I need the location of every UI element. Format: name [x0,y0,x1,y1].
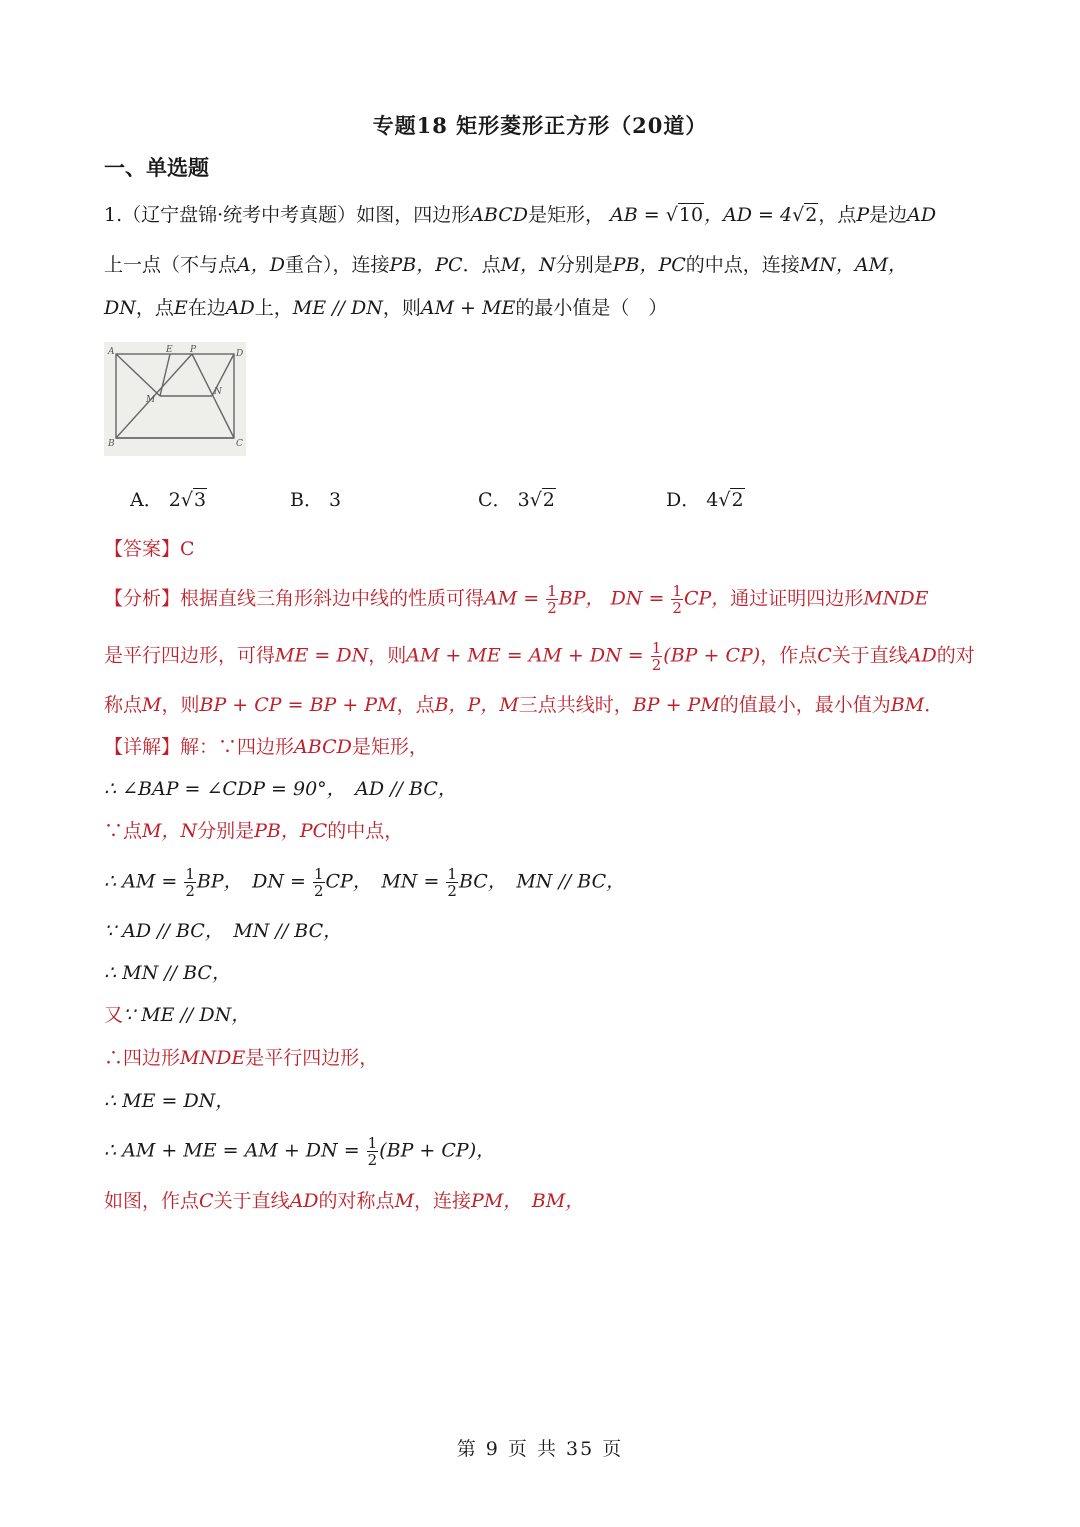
math-me-dn: ∵ ME // DN， [123,1004,251,1026]
math-am: ∴ AM = [104,870,184,893]
segment-am [116,354,160,396]
question-text: 在边 [187,297,226,319]
math-bp-pm: BP + PM [632,694,720,716]
math-mn: CP， MN = [325,870,446,893]
label-a: A [108,347,115,357]
question-text: 是矩形， [528,204,605,226]
math-bp-cp: BP + CP = BP + PM [199,694,397,716]
option-a-value: 2√3 [168,489,207,511]
math-am-me: AM + ME [420,297,516,319]
radicand: 2 [805,204,818,226]
detail-text: 是矩形， [351,736,428,758]
detail-line-2: ∴ ∠BAP = ∠CDP = 90°， AD // BC， [104,778,457,800]
analysis-text: ，则 [161,694,200,716]
answer-label: 【答案】 [104,538,181,560]
sqrt-10: √10 [665,204,704,226]
detail-line-6: ∴ MN // BC， [104,962,231,984]
question-text: ，则 [382,297,421,319]
math-sum: ∴ AM + ME = AM + DN = [104,1139,366,1162]
coefficient: 2 [168,489,181,511]
math-cp: CP， [683,587,731,610]
denominator: 2 [185,882,195,900]
fraction-half [546,583,558,616]
question-text: 是边 [869,204,908,226]
answer-line [104,534,195,564]
math-abcd: ABCD [294,736,352,758]
math-pb-pc: PB，PC [389,254,463,276]
fraction-half [446,866,458,899]
answer-value: C [180,538,195,560]
math-bp-cp: (BP + CP)， [379,1139,496,1162]
math-abcd: ABCD [470,204,529,226]
sqrt-2: √2 [792,204,818,226]
coefficient: 4 [706,489,719,511]
radicand: 2 [731,489,744,511]
detail-text: 的中点， [327,820,404,842]
math-dn: DN [104,297,136,319]
analysis-text: 关于直线 [831,644,908,667]
detail-line-8 [104,1043,378,1073]
option-d [666,485,745,512]
detail-text: ∴四边形 [104,1047,181,1069]
math-pb-pc: PB，PC [254,820,328,842]
analysis-text: 称点 [104,694,143,716]
question-text: 分别是 [555,254,613,276]
analysis-line-2 [104,640,975,673]
analysis-text: ，则 [368,644,407,667]
math-b-p-m: B，P，M [434,694,519,716]
detail-line-5: ∵ AD // BC， MN // BC， [104,920,343,942]
math-ab: AB = [610,204,666,226]
math-me-dn: ME // DN [292,297,383,319]
numerator: 1 [547,582,557,600]
label-m: M [146,395,156,405]
option-letter: A． [130,489,163,511]
fraction-half [184,866,196,899]
detail-line-9: ∴ ME = DN， [104,1090,235,1112]
numerator: 1 [672,582,682,600]
question-source: （辽宁盘锦·统考中考真题） [122,204,357,226]
question-text: ．点 [462,254,501,276]
question-text: 的中点，连接 [685,254,800,276]
label-c: C [236,439,243,449]
denominator: 2 [672,599,682,617]
math-m: M [394,1190,415,1212]
analysis-text: ，作点 [760,644,818,667]
label-p: P [190,345,197,355]
question-text: 如图，四边形 [356,204,471,226]
numerator: 1 [651,639,662,657]
coefficient: 3 [517,489,530,511]
math-me-dn: ME = DN [275,644,369,667]
radicand: 2 [542,489,555,511]
math-am: AM = [484,587,546,610]
radicand: 3 [193,489,207,511]
math-sum: AM + ME = AM + DN = [406,644,650,667]
question-text: 上一点（不与点 [104,254,238,276]
question-text: ，点 [135,297,174,319]
detail-text: ，连接 [414,1190,472,1212]
option-letter: B． [290,489,323,511]
option-b [290,485,341,512]
math-ad: AD [289,1190,319,1212]
math-mnde: MNDE [180,1047,246,1069]
page-title: 专题18 矩形菱形正方形（20道） [372,113,708,138]
fraction-half [651,640,663,673]
analysis-line-1 [104,583,929,616]
detail-line-10 [104,1135,495,1168]
detail-text: 解：∵四边形 [180,736,295,758]
question-text: ，点 [818,204,857,226]
math-dn: DN = [610,587,671,610]
math-c: C [199,1190,214,1212]
option-letter: D． [666,489,701,511]
detail-line-1 [104,732,428,762]
fraction-half [671,583,683,616]
label-e: E [166,345,173,355]
math-bp: BP， [558,587,605,610]
page-footer: 第 9 页 共 35 页 [456,1438,624,1460]
option-b-value: 3 [329,489,342,511]
detail-text: 分别是 [197,820,255,842]
analysis-text: 是平行四边形，可得 [104,644,276,667]
option-c-value: 3√2 [517,489,555,511]
option-d-value: 4√2 [706,489,744,511]
denominator: 2 [447,882,457,900]
question-text: 的最小值是（ ） [515,297,668,319]
math-mnde: MNDE [863,587,929,610]
question-line-1 [104,200,936,230]
fraction-half [313,866,325,899]
question-line-3 [104,293,667,323]
math-mn-am: MN，AM， [799,254,908,276]
section-heading: 一、单选题 [104,155,209,180]
analysis-text: ． [924,694,944,716]
question-text: 重合），连接 [284,254,390,276]
label-d: D [236,349,244,359]
detail-line-7 [104,1000,250,1030]
math-m-n: M，N [500,254,556,276]
math-c: C [817,644,832,667]
math-e: E [173,297,188,319]
detail-text: 关于直线 [213,1190,290,1212]
analysis-text: 的对 [936,644,975,667]
detail-text: ∵点 [104,820,143,842]
math-pm-bm: PM， BM， [471,1190,585,1212]
analysis-text: 通过证明四边形 [730,587,864,610]
fraction-half [367,1135,379,1168]
detail-line-11 [104,1186,584,1216]
numerator: 1 [185,865,195,883]
detail-line-4 [104,866,625,899]
denominator: 2 [313,882,324,900]
math-bp-cp: (BP + CP) [663,644,761,667]
numerator: 1 [313,865,324,883]
option-a [130,485,207,512]
math-ad: AD [907,204,937,226]
analysis-text: 三点共线时， [518,694,633,716]
radicand: 10 [678,204,704,226]
analysis-text: ，点 [396,694,435,716]
math-ad: AD [907,644,937,667]
analysis-text: 的值最小，最小值为 [719,694,891,716]
math-a-d: A，D [237,254,285,276]
detail-label: 【详解】 [104,736,181,758]
option-c [478,485,556,512]
math-pb-pc: PB，PC [612,254,686,276]
label-n: N [214,387,222,397]
analysis-label: 【分析】 [104,587,181,610]
math-bc: BC， MN // BC， [458,870,626,893]
detail-text: 如图，作点 [104,1190,200,1212]
figure-svg [104,342,246,456]
math-m: M [142,694,162,716]
question-text: 上， [254,297,293,319]
question-line-2 [104,250,907,280]
math-ad: ，AD = 4 [704,204,793,226]
analysis-text: 根据直线三角形斜边中线的性质可得 [180,587,485,610]
denominator: 2 [547,599,557,617]
detail-text: 又 [104,1004,124,1026]
option-letter: C． [478,489,512,511]
math-p: P [856,204,870,226]
detail-text: 的对称点 [318,1190,395,1212]
segment-me [160,354,170,396]
answer-options [130,485,1030,515]
denominator: 2 [367,1151,378,1169]
math-dn: BP， DN = [196,870,312,893]
numerator: 1 [447,865,457,883]
math-m-n: M，N [142,820,198,842]
numerator: 1 [367,1134,378,1152]
analysis-line-3 [104,690,943,720]
denominator: 2 [651,656,662,674]
detail-text: 是平行四边形， [245,1047,379,1069]
label-b: B [108,439,115,449]
question-number: 1. [104,204,123,226]
math-bm: BM [890,694,925,716]
detail-line-3 [104,816,403,846]
math-ad: AD [225,297,255,319]
geometry-figure [104,342,246,456]
